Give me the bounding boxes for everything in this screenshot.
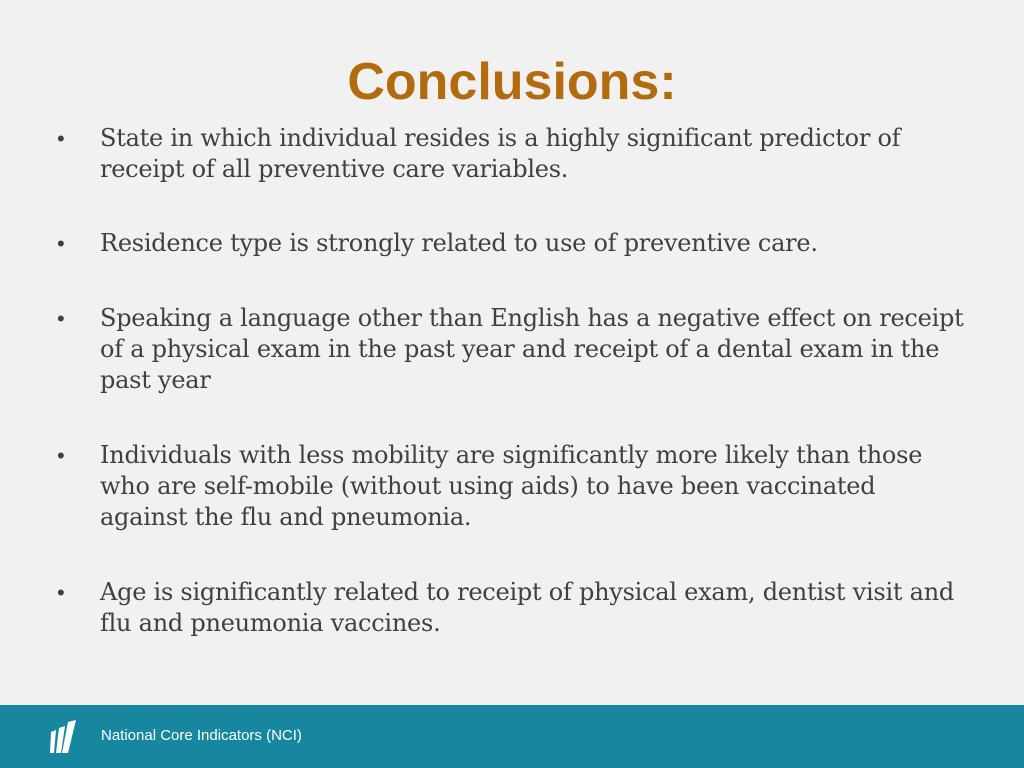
bullet-icon: • (57, 306, 65, 331)
bullet-icon: • (57, 231, 65, 256)
bullet-item (57, 577, 967, 639)
slide-title: Conclusions: (347, 53, 677, 111)
bullet-icon: • (57, 126, 65, 151)
footer-label: National Core Indicators (NCI) (101, 727, 302, 744)
bullet-text: Age is significantly related to receipt of physical exam, dentist visit and flu and pneumonia vaccines. (100, 578, 955, 637)
bullet-icon: • (57, 443, 65, 468)
bullet-item (57, 123, 967, 185)
bullet-icon: • (57, 580, 65, 605)
footer-bar (0, 705, 1024, 768)
bullet-text: Individuals with less mobility are significantly more likely than those who are self-mobile (without using aids) to have been vaccinated against the flu and pneumonia. (100, 441, 923, 531)
bullet-item (57, 303, 967, 396)
nci-logo-icon (50, 720, 80, 754)
bullet-item (57, 440, 967, 533)
bullet-text: Speaking a language other than English has a negative effect on receipt of a physical exam in the past year and receipt of a dental exam in the past year (100, 304, 964, 394)
bullet-item (57, 228, 967, 259)
bullet-text: State in which individual resides is a highly significant predictor of receipt of all preventive care variables. (100, 124, 901, 183)
bullet-text: Residence type is strongly related to use of preventive care. (100, 229, 818, 257)
